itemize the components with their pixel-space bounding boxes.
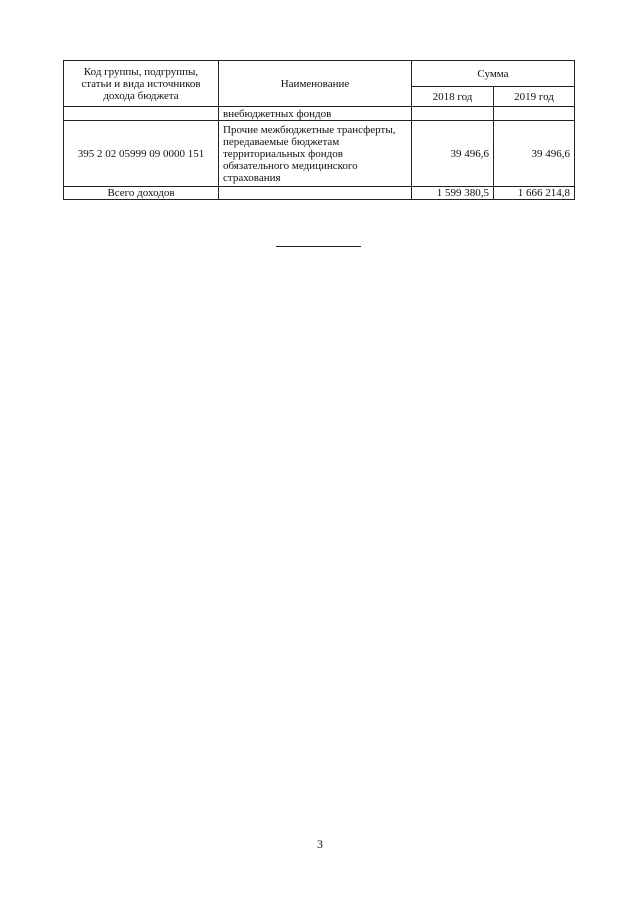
row-name: Прочие межбюджетные трансферты, передаваемые бюджетам территориальных фондов обязательного медицинского страхования <box>219 121 412 187</box>
header-year-2019: 2019 год <box>494 87 575 107</box>
header-code: Код группы, подгруппы, статьи и вида источников дохода бюджета <box>64 61 219 107</box>
header-name: Наименование <box>219 61 412 107</box>
row-code <box>64 107 219 121</box>
table-row <box>64 121 575 187</box>
income-table <box>63 60 575 200</box>
row-value-2018: 39 496,6 <box>412 121 494 187</box>
total-name <box>219 187 412 200</box>
total-value-2018: 1 599 380,5 <box>412 187 494 200</box>
row-value-2019: 39 496,6 <box>494 121 575 187</box>
row-code: 395 2 02 05999 09 0000 151 <box>64 121 219 187</box>
row-value-2019 <box>494 107 575 121</box>
total-label: Всего доходов <box>64 187 219 200</box>
divider-line <box>276 246 361 247</box>
header-sum: Сумма <box>412 61 575 87</box>
header-year-2018: 2018 год <box>412 87 494 107</box>
row-value-2018 <box>412 107 494 121</box>
row-name: внебюджетных фондов <box>219 107 412 121</box>
table-row <box>64 107 575 121</box>
total-value-2019: 1 666 214,8 <box>494 187 575 200</box>
total-row <box>64 187 575 200</box>
page-number: 3 <box>317 837 323 851</box>
